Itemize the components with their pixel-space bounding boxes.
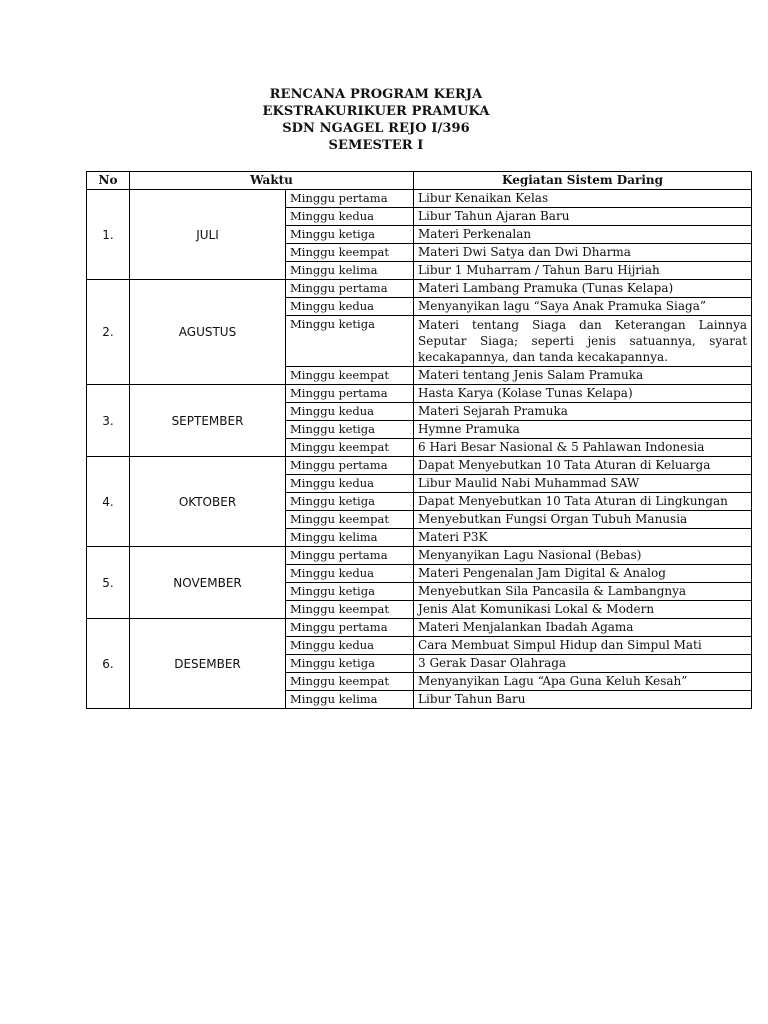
week-label: Minggu keempat [286,601,414,619]
table-row [87,385,752,403]
week-label: Minggu pertama [286,457,414,475]
header-kegiatan: Kegiatan Sistem Daring [414,172,752,190]
week-label: Minggu ketiga [286,493,414,511]
title-line-1: RENCANA PROGRAM KERJA [269,87,483,102]
activity-cell: Materi Lambang Pramuka (Tunas Kelapa) [414,280,752,298]
activity-cell: Menyanyikan Lagu Nasional (Bebas) [414,547,752,565]
activity-cell: Libur Kenaikan Kelas [414,190,752,208]
week-label: Minggu pertama [286,385,414,403]
week-label: Minggu ketiga [286,421,414,439]
week-label: Minggu kelima [286,529,414,547]
activity-cell: 6 Hari Besar Nasional & 5 Pahlawan Indonesia [414,439,752,457]
activity-cell: Dapat Menyebutkan 10 Tata Aturan di Keluarga [414,457,752,475]
week-label: Minggu ketiga [286,583,414,601]
week-label: Minggu kedua [286,475,414,493]
activity-cell: Hasta Karya (Kolase Tunas Kelapa) [414,385,752,403]
activity-cell: Menyebutkan Sila Pancasila & Lambangnya [414,583,752,601]
month-number: 6. [87,619,130,709]
activity-cell: Menyanyikan lagu “Saya Anak Pramuka Siaga” [414,298,752,316]
document-title [86,86,666,154]
week-label: Minggu keempat [286,367,414,385]
week-label: Minggu ketiga [286,655,414,673]
month-number: 3. [87,385,130,457]
week-label: Minggu ketiga [286,226,414,244]
activity-cell: Cara Membuat Simpul Hidup dan Simpul Mati [414,637,752,655]
activity-cell: Hymne Pramuka [414,421,752,439]
week-label: Minggu keempat [286,673,414,691]
title-line-3: SDN NGAGEL REJO I/396 [282,121,470,136]
activity-cell: Materi Menjalankan Ibadah Agama [414,619,752,637]
table-row [87,547,752,565]
week-label: Minggu kedua [286,565,414,583]
activity-cell: Materi Pengenalan Jam Digital & Analog [414,565,752,583]
table-row [87,457,752,475]
week-label: Minggu pertama [286,619,414,637]
month-number: 1. [87,190,130,280]
week-label: Minggu kedua [286,403,414,421]
activity-cell: Libur Tahun Baru [414,691,752,709]
title-line-4: SEMESTER I [328,138,424,153]
table-row [87,280,752,298]
week-label: Minggu pertama [286,547,414,565]
schedule-table [86,171,752,709]
activity-cell: Menyanyikan Lagu “Apa Guna Keluh Kesah” [414,673,752,691]
month-name: AGUSTUS [130,280,286,385]
activity-cell: Dapat Menyebutkan 10 Tata Aturan di Lingkungan [414,493,752,511]
month-name: SEPTEMBER [130,385,286,457]
activity-cell: Materi tentang Siaga dan Keterangan Lainnya Seputar Siaga; seperti jenis satuannya, syarat kecakapannya, dan tanda kecakapannya. [414,316,752,367]
activity-cell: Libur 1 Muharram / Tahun Baru Hijriah [414,262,752,280]
week-label: Minggu keempat [286,244,414,262]
activity-cell: 3 Gerak Dasar Olahraga [414,655,752,673]
title-line-2: EKSTRAKURIKUER PRAMUKA [262,104,490,119]
activity-cell: Jenis Alat Komunikasi Lokal & Modern [414,601,752,619]
activity-cell: Materi Dwi Satya dan Dwi Dharma [414,244,752,262]
activity-cell: Materi Perkenalan [414,226,752,244]
activity-cell: Materi tentang Jenis Salam Pramuka [414,367,752,385]
month-name: OKTOBER [130,457,286,547]
week-label: Minggu pertama [286,190,414,208]
week-label: Minggu ketiga [286,316,414,367]
month-number: 4. [87,457,130,547]
header-no: No [87,172,130,190]
week-label: Minggu kedua [286,637,414,655]
week-label: Minggu pertama [286,280,414,298]
week-label: Minggu kedua [286,208,414,226]
activity-cell: Libur Maulid Nabi Muhammad SAW [414,475,752,493]
activity-cell: Materi Sejarah Pramuka [414,403,752,421]
month-name: NOVEMBER [130,547,286,619]
week-label: Minggu kelima [286,691,414,709]
table-row [87,190,752,208]
month-name: DESEMBER [130,619,286,709]
month-number: 5. [87,547,130,619]
activity-cell: Menyebutkan Fungsi Organ Tubuh Manusia [414,511,752,529]
week-label: Minggu keempat [286,439,414,457]
activity-cell: Libur Tahun Ajaran Baru [414,208,752,226]
header-waktu: Waktu [130,172,414,190]
month-name: JULI [130,190,286,280]
week-label: Minggu keempat [286,511,414,529]
month-number: 2. [87,280,130,385]
schedule-body [87,190,752,709]
table-header-row [87,172,752,190]
activity-cell: Materi P3K [414,529,752,547]
week-label: Minggu kelima [286,262,414,280]
table-row [87,619,752,637]
week-label: Minggu kedua [286,298,414,316]
